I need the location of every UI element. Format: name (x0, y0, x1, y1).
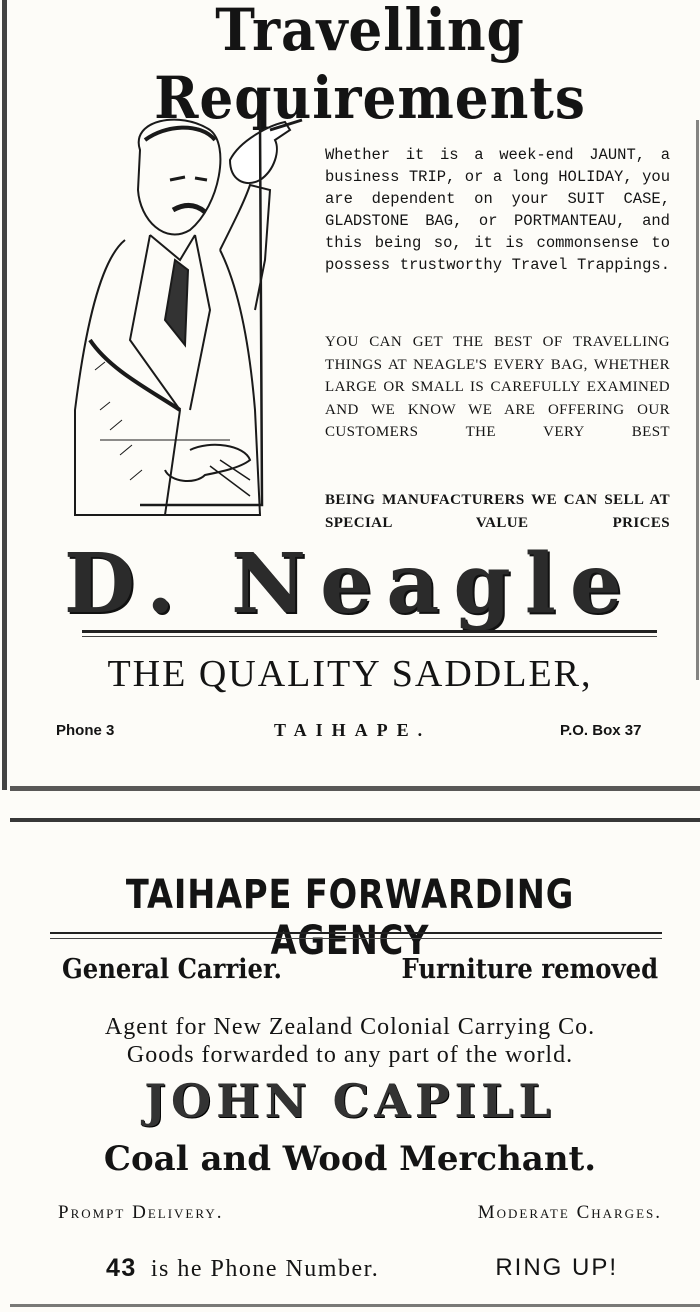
divider-rule (50, 932, 662, 934)
phone-number: Phone 3 (56, 722, 115, 739)
goods-line: Goods forwarded to any part of the world. (126, 1042, 574, 1068)
salesman-illustration (70, 110, 315, 525)
ad-heading: Travelling Requirements (154, 0, 586, 132)
tagline: THE QUALITY SADDLER, (107, 653, 593, 695)
intro-paragraph: Whether it is a week-end JAUNT, a business TRIP, or a long HOLIDAY, you are dependent on your SUIT CASE, GLADSTONE BAG, or PORTMANTEAU, and this being so, it is commonsense to possess trustworthy Travel Trappings. (325, 145, 670, 274)
business-name: D. Neagle (63, 536, 637, 632)
service-furniture: Furniture removed (401, 954, 658, 985)
divider-rule (82, 630, 657, 633)
delivery-note: Prompt Delivery. (58, 1202, 224, 1223)
service-carrier: General Carrier. (62, 954, 282, 985)
town-name: TAIHAPE. (274, 720, 432, 740)
section-separator (10, 786, 700, 791)
agent-line: Agent for New Zealand Colonial Carrying Co. (104, 1014, 596, 1040)
charges-note: Moderate Charges. (477, 1202, 662, 1223)
phone-number: 43 (106, 1254, 137, 1282)
agency-heading: TAIHAPE FORWARDING AGENCY (125, 872, 575, 964)
capill-advertisement (0, 814, 700, 1312)
trade-description: Coal and Wood Merchant. (103, 1139, 597, 1179)
ring-up-text: RING UP! (495, 1254, 618, 1281)
divider-rule-thin (82, 636, 657, 637)
proprietor-name: JOHN CAPILL (144, 1074, 556, 1128)
phone-line (106, 1254, 379, 1283)
manufacturers-paragraph: BEING MANUFACTURERS WE CAN SELL AT SPECIAL VALUE PRICES (325, 492, 670, 531)
promo-paragraph: YOU CAN GET THE BEST OF TRAVELLING THINGS AT NEAGLE'S EVERY BAG, WHETHER LARGE OR SMALL IS CAREFULLY EXAMINED AND WE KNOW WE ARE OFFERING OUR CUSTOMERS THE VERY BEST (325, 334, 670, 440)
bottom-separator (10, 1304, 700, 1307)
po-box: P.O. Box 37 (560, 722, 642, 739)
divider-rule-thin (50, 938, 662, 939)
phone-text: is he Phone Number. (150, 1256, 380, 1282)
